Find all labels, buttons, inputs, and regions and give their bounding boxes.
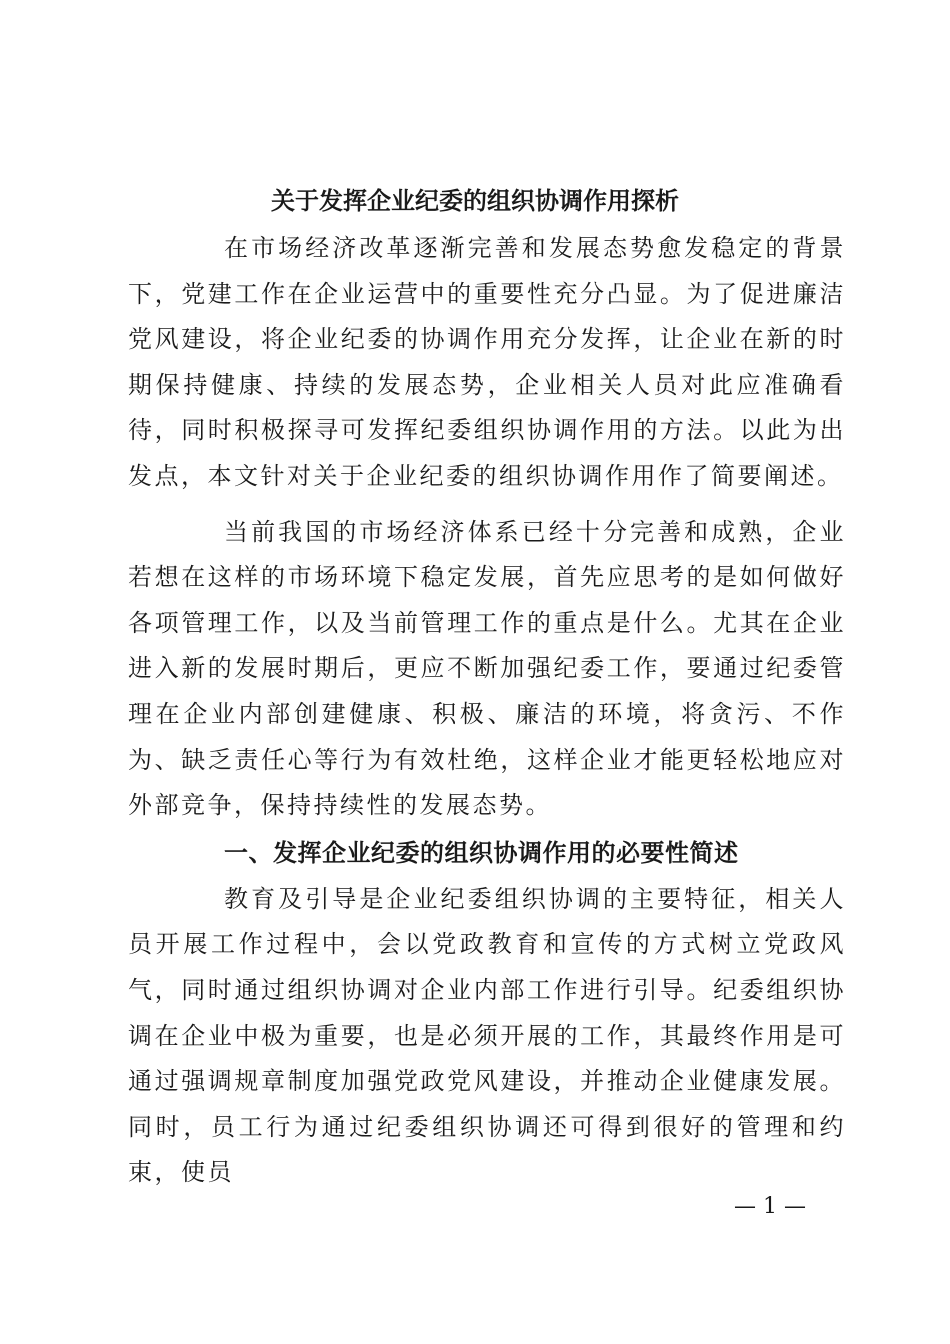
paragraph-section-1: 教育及引导是企业纪委组织协调的主要特征，相关人员开展工作过程中，会以党政教育和宣传的方式树立党政风气，同时通过组织协调对企业内部工作进行引导。纪委组织协调在企业中极为重要，也是必须开展的工作，其最终作用是可通过强调规章制度加强党政党风建设，并推动企业健康发展。同时，员工行为通过纪委组织协调还可得到很好的管理和约束，使员 (128, 884, 846, 1187)
document-title: 关于发挥企业纪委的组织协调作用探析 (271, 186, 679, 215)
section-heading: 一、发挥企业纪委的组织协调作用的必要性简述 (224, 837, 739, 867)
paragraph-background: 当前我国的市场经济体系已经十分完善和成熟，企业若想在这样的市场环境下稳定发展，首先应思考的是如何做好各项管理工作，以及当前管理工作的重点是什么。尤其在企业进入新的发展时期后，更应不断加强纪委工作，要通过纪委管理在企业内部创建健康、积极、廉洁的环境，将贪污、不作为、缺乏责任心等行为有效杜绝，这样企业才能更轻松地应对外部竞争，保持持续性的发展态势。 (128, 517, 846, 820)
paragraph-intro: 在市场经济改革逐渐完善和发展态势愈发稳定的背景下，党建工作在企业运营中的重要性充分凸显。为了促进廉洁党风建设，将企业纪委的协调作用充分发挥，让企业在新的时期保持健康、持续的发展态势，企业相关人员对此应准确看待，同时积极探寻可发挥纪委组织协调作用的方法。以此为出发点，本文针对关于企业纪委的组织协调作用作了简要阐述。 (128, 234, 846, 490)
page-number: — 1 — (734, 1194, 806, 1219)
document-body (128, 226, 846, 1196)
